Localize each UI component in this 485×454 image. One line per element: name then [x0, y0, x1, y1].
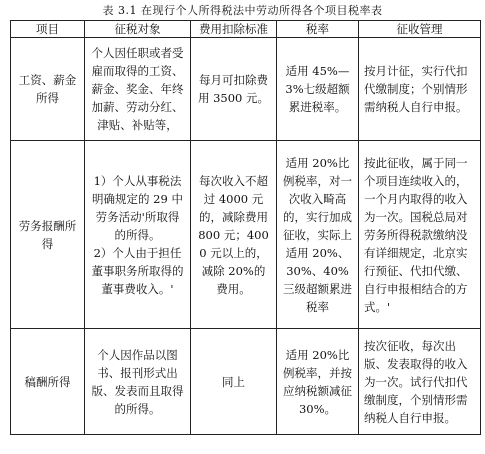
row-item: 稿酬所得: [11, 329, 85, 435]
object-text: 1）个人从事税法明确规定的 29 中劳务活动'所取得的所得。: [92, 173, 183, 242]
header-item: 项目: [11, 21, 85, 38]
row-management: 按次征收，每次出版、发表取得的收入为一次。试行代扣代缴制度，个别情形需纳税人自行申报。: [359, 329, 481, 435]
table-caption: 表 3.1 在现行个人所得税法中劳动所得各个项目税率表: [102, 4, 383, 17]
tax-rate-table: [10, 20, 481, 435]
table-row: [11, 38, 481, 141]
table-row: [11, 141, 481, 329]
row-management: 按此征收，属于同一个项目连续收入的，一个月内取得的收入为一次。国税总局对劳务所得税款缴纳没有详细规定，北京实行预征、代扣代缴、自行申报相结合的方式。': [359, 141, 481, 329]
row-rate: 适用 45%—3%七级超额累进税率。: [277, 38, 359, 141]
row-object: [85, 141, 191, 329]
row-deduction: 每月可扣除费用 3500 元。: [191, 38, 277, 141]
row-item: 劳务报酬所得: [11, 141, 85, 329]
object-text: 个人因作品以图书、报刊形式出版、发表而且取得的所得。: [91, 347, 184, 416]
row-deduction: 每次收入不超过 4000 元的，减除费用 800 元；4000 元以上的，减除 20%的费用。: [191, 141, 277, 329]
row-rate: 适用 20%比例税率，并按应纳税额减征 30%。: [277, 329, 359, 435]
object-text: 2）个人由于担任董事职务所取得的董事费收入。': [91, 245, 184, 296]
row-rate: 适用 20%比例税率，对一次收入畸高的，实行加成征收，实际上适用 20%、30%、40%三级超额累进税率: [277, 141, 359, 329]
row-object: [85, 329, 191, 435]
header-management: 征收管理: [359, 21, 481, 38]
table-header-row: [11, 21, 481, 38]
object-text: 个人因任职或者受雇而取得的工资、薪金、奖金、年终加薪、劳动分红、津贴、补贴等，: [91, 46, 184, 132]
header-rate: 税率: [277, 21, 359, 38]
header-deduction: 费用扣除标准: [191, 21, 277, 38]
row-object: [85, 38, 191, 141]
header-object: 征税对象: [85, 21, 191, 38]
row-management: 按月计征，实行代扣代缴制度；个别情形需纳税人自行申报。: [359, 38, 481, 141]
row-item: 工资、薪金所得: [11, 38, 85, 141]
table-row: [11, 329, 481, 435]
row-deduction: 同上: [191, 329, 277, 435]
